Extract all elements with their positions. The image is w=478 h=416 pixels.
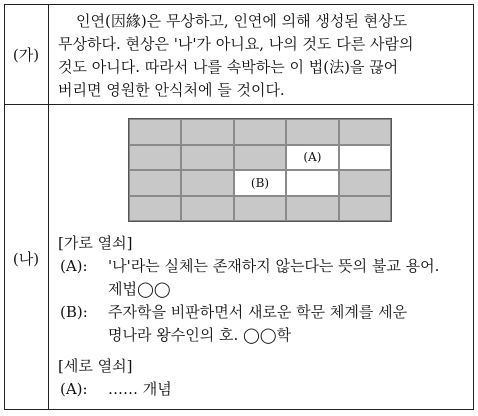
across-clue-b bbox=[60, 301, 470, 347]
cell-label-a: (A) bbox=[286, 145, 338, 171]
across-clue-a bbox=[60, 255, 470, 301]
shaded-cell bbox=[181, 170, 233, 196]
shaded-cell bbox=[339, 170, 391, 196]
down-heading: [세로 열쇠] bbox=[58, 357, 133, 375]
shaded-cell bbox=[234, 196, 286, 222]
shaded-cell bbox=[286, 119, 338, 145]
shaded-cell bbox=[129, 170, 181, 196]
clue-text: 명나라 왕수인의 호. ◯◯학 bbox=[108, 326, 292, 344]
across-heading: [가로 열쇠] bbox=[58, 234, 133, 252]
clue-text: 제법◯◯ bbox=[108, 280, 171, 298]
clue-key: (A): bbox=[60, 380, 88, 398]
row-divider bbox=[4, 104, 474, 105]
clue-key: (A): bbox=[60, 257, 88, 275]
cell-label-b: (B) bbox=[234, 170, 286, 196]
row-label-ga: (가) bbox=[12, 46, 40, 64]
down-clue-a bbox=[60, 378, 470, 401]
crossword-grid bbox=[128, 118, 392, 222]
shaded-cell bbox=[181, 119, 233, 145]
answer-cell bbox=[339, 145, 391, 171]
shaded-cell bbox=[339, 119, 391, 145]
shaded-cell bbox=[181, 196, 233, 222]
clue-text: 주자학을 비판하면서 새로운 학문 체계를 세운 bbox=[108, 303, 408, 321]
shaded-cell bbox=[234, 145, 286, 171]
clue-text: …… 개념 bbox=[108, 380, 172, 398]
shaded-cell bbox=[339, 196, 391, 222]
answer-cell bbox=[286, 170, 338, 196]
shaded-cell bbox=[129, 145, 181, 171]
clue-text: '나'라는 실체는 존재하지 않는다는 뜻의 불교 용어. bbox=[108, 257, 440, 275]
passage-line: 인연(因緣)은 무상하고, 인연에 의해 생성된 현상도 bbox=[76, 12, 408, 30]
shaded-cell bbox=[286, 196, 338, 222]
shaded-cell bbox=[181, 145, 233, 171]
column-divider bbox=[48, 4, 49, 410]
shaded-cell bbox=[129, 119, 181, 145]
shaded-cell bbox=[129, 196, 181, 222]
passage-ga bbox=[58, 10, 468, 102]
passage-line: 버리면 영원한 안식처에 들 것이다. bbox=[58, 81, 285, 99]
shaded-cell bbox=[234, 119, 286, 145]
row-label-na: (나) bbox=[12, 250, 40, 268]
passage-line: 무상하다. 현상은 '나'가 아니요, 나의 것도 다른 사람의 bbox=[58, 35, 414, 53]
passage-line: 것도 아니다. 따라서 나를 속박하는 이 법(法)을 끊어 bbox=[58, 58, 399, 76]
clue-key: (B): bbox=[60, 303, 88, 321]
